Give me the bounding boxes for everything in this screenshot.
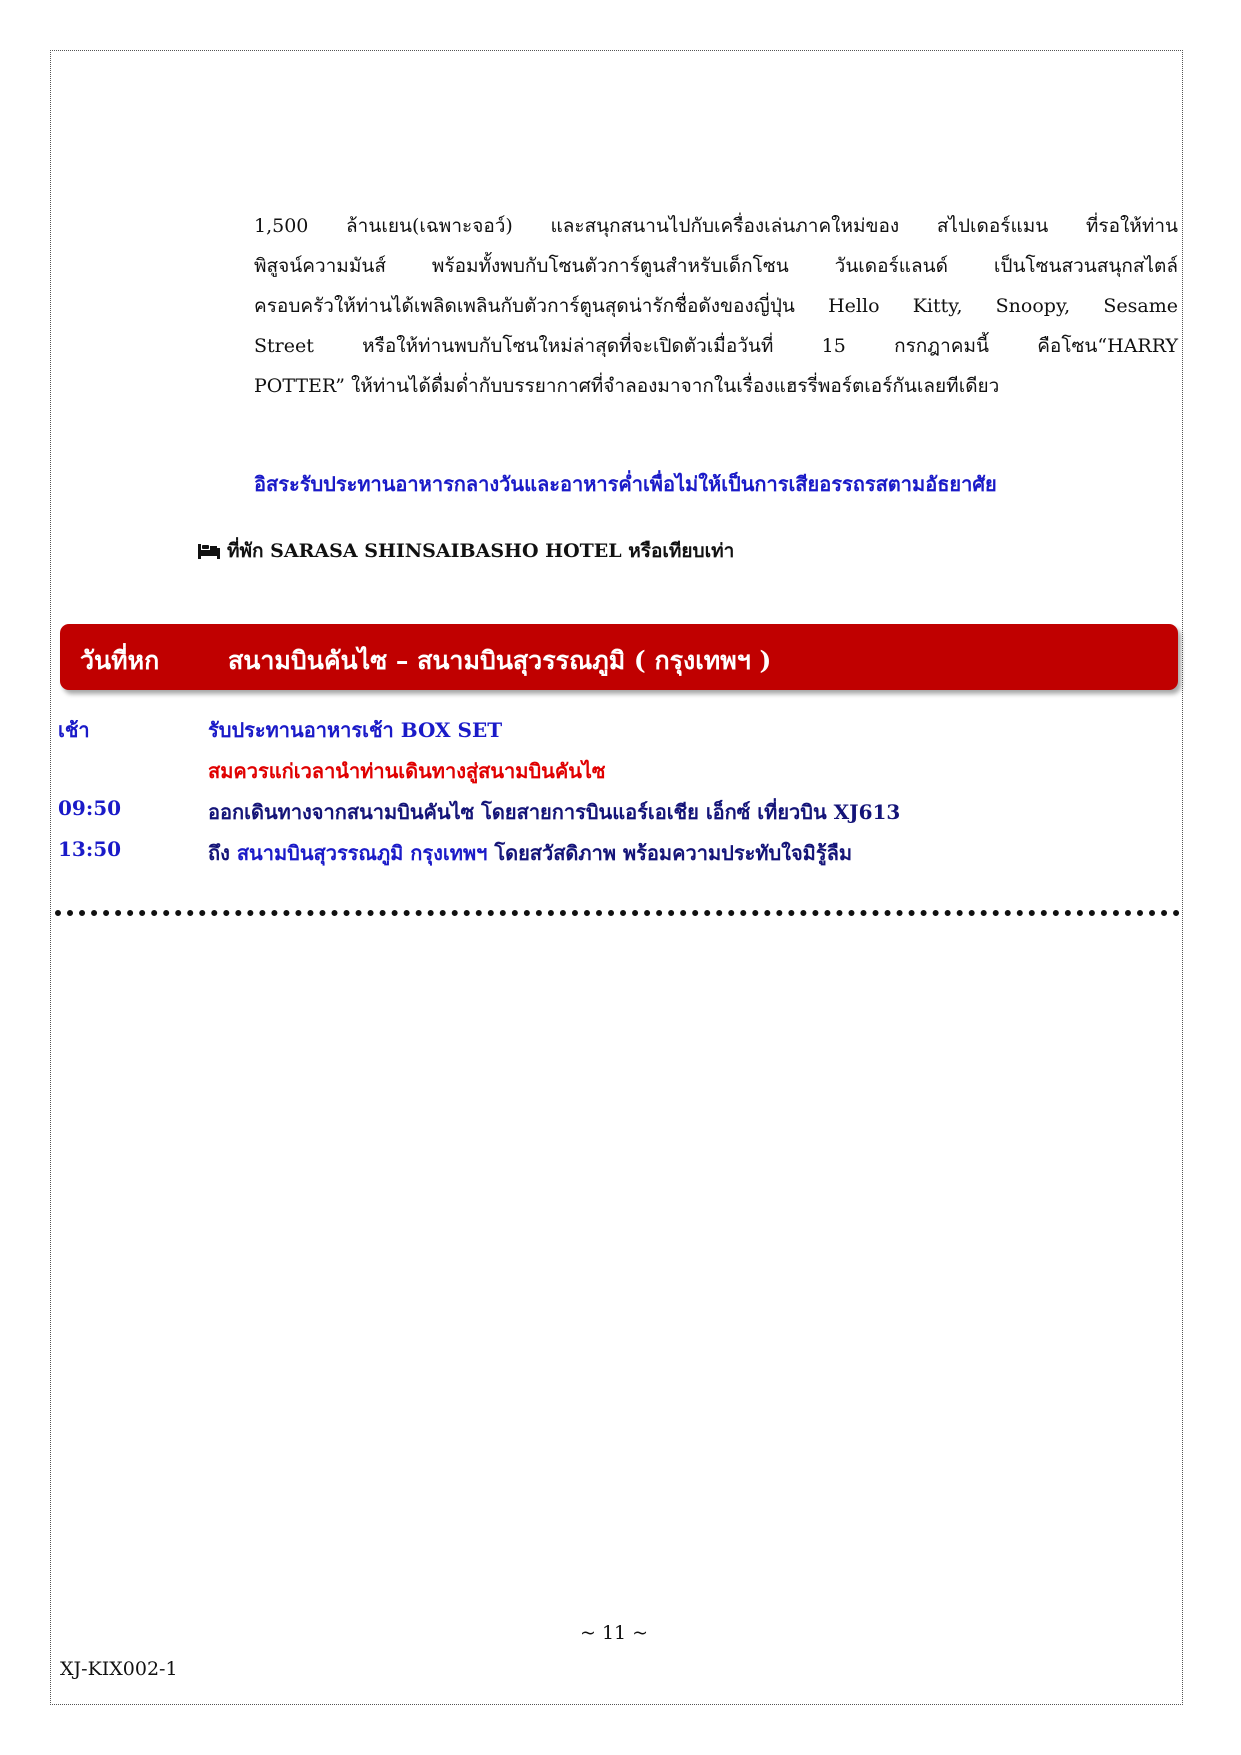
page-number: ~ 11 ~ [580,1622,649,1644]
schedule-row [58,755,1178,795]
day-route: สนามบินคันไซ – สนามบินสุวรรณภูมิ ( กรุงเทพฯ ) [228,646,772,675]
attraction-paragraph [254,206,1178,406]
paragraph-line: พิสูจน์ความมันส์ พร้อมทั้งพบกับโซนตัวการ์ตูนสำหรับเด็กโซน วันเดอร์แลนด์ เป็นโซนสวนสนุกสไตล์ [254,255,1178,277]
schedule-text-suffix: โดยสวัสดิภาพ พร้อมความประทับใจมิรู้ลืม [487,841,853,865]
day-banner [60,624,1178,690]
schedule-row [58,837,1178,877]
schedule-row [58,796,1178,836]
schedule-text: สมควรแก่เวลานำท่านเดินทางสู่สนามบินคันไซ [208,759,606,783]
bed-icon [197,541,221,561]
paragraph-line: 1,500 ล้านเยน(เฉพาะจอว์) และสนุกสนานไปกับเครื่องเล่นภาคใหม่ของ สไปเดอร์แมน ที่รอให้ท่าน [254,215,1178,237]
paragraph-line: Street หรือให้ท่านพบกับโซนใหม่ล่าสุดที่จะเปิดตัวเมื่อวันที่ 15 กรกฎาคมนี้ คือโซน“HARRY [254,335,1178,357]
hotel-line [197,536,734,566]
schedule-time: 13:50 [58,837,122,861]
free-meal-note: อิสระรับประทานอาหารกลางวันและอาหารค่ำเพื่อไม่ให้เป็นการเสียอรรถรสตามอัธยาศัย [254,472,997,496]
schedule-time: 09:50 [58,796,122,820]
hotel-text: ที่พัก SARASA SHINSAIBASHO HOTEL หรือเทียบเท่า [227,540,735,562]
paragraph-line: ครอบครัวให้ท่านได้เพลิดเพลินกับตัวการ์ตูนสุดน่ารักชื่อดังของญี่ปุ่น Hello Kitty, Snoopy, Sesame [254,295,1178,317]
day-label: วันที่หก [80,646,160,675]
section-divider [55,910,1180,916]
schedule-row [58,714,1178,754]
document-code: XJ-KIX002-1 [60,1658,178,1680]
schedule-time: เช้า [58,718,90,742]
schedule-text-highlight: สนามบินสุวรรณภูมิ กรุงเทพฯ [236,841,488,865]
schedule-text: รับประทานอาหารเช้า BOX SET [208,718,503,742]
paragraph-line: POTTER” ให้ท่านได้ดื่มด่ำกับบรรยากาศที่จำลองมาจากในเรื่องแฮรรี่พอร์ตเอร์กันเลยทีเดียว [254,375,1000,397]
schedule-text [208,837,852,869]
schedule-text: ออกเดินทางจากสนามบินคันไซ โดยสายการบินแอร์เอเชีย เอ็กซ์ เที่ยวบิน XJ613 [208,800,901,824]
schedule-text-prefix: ถึง [208,841,237,865]
